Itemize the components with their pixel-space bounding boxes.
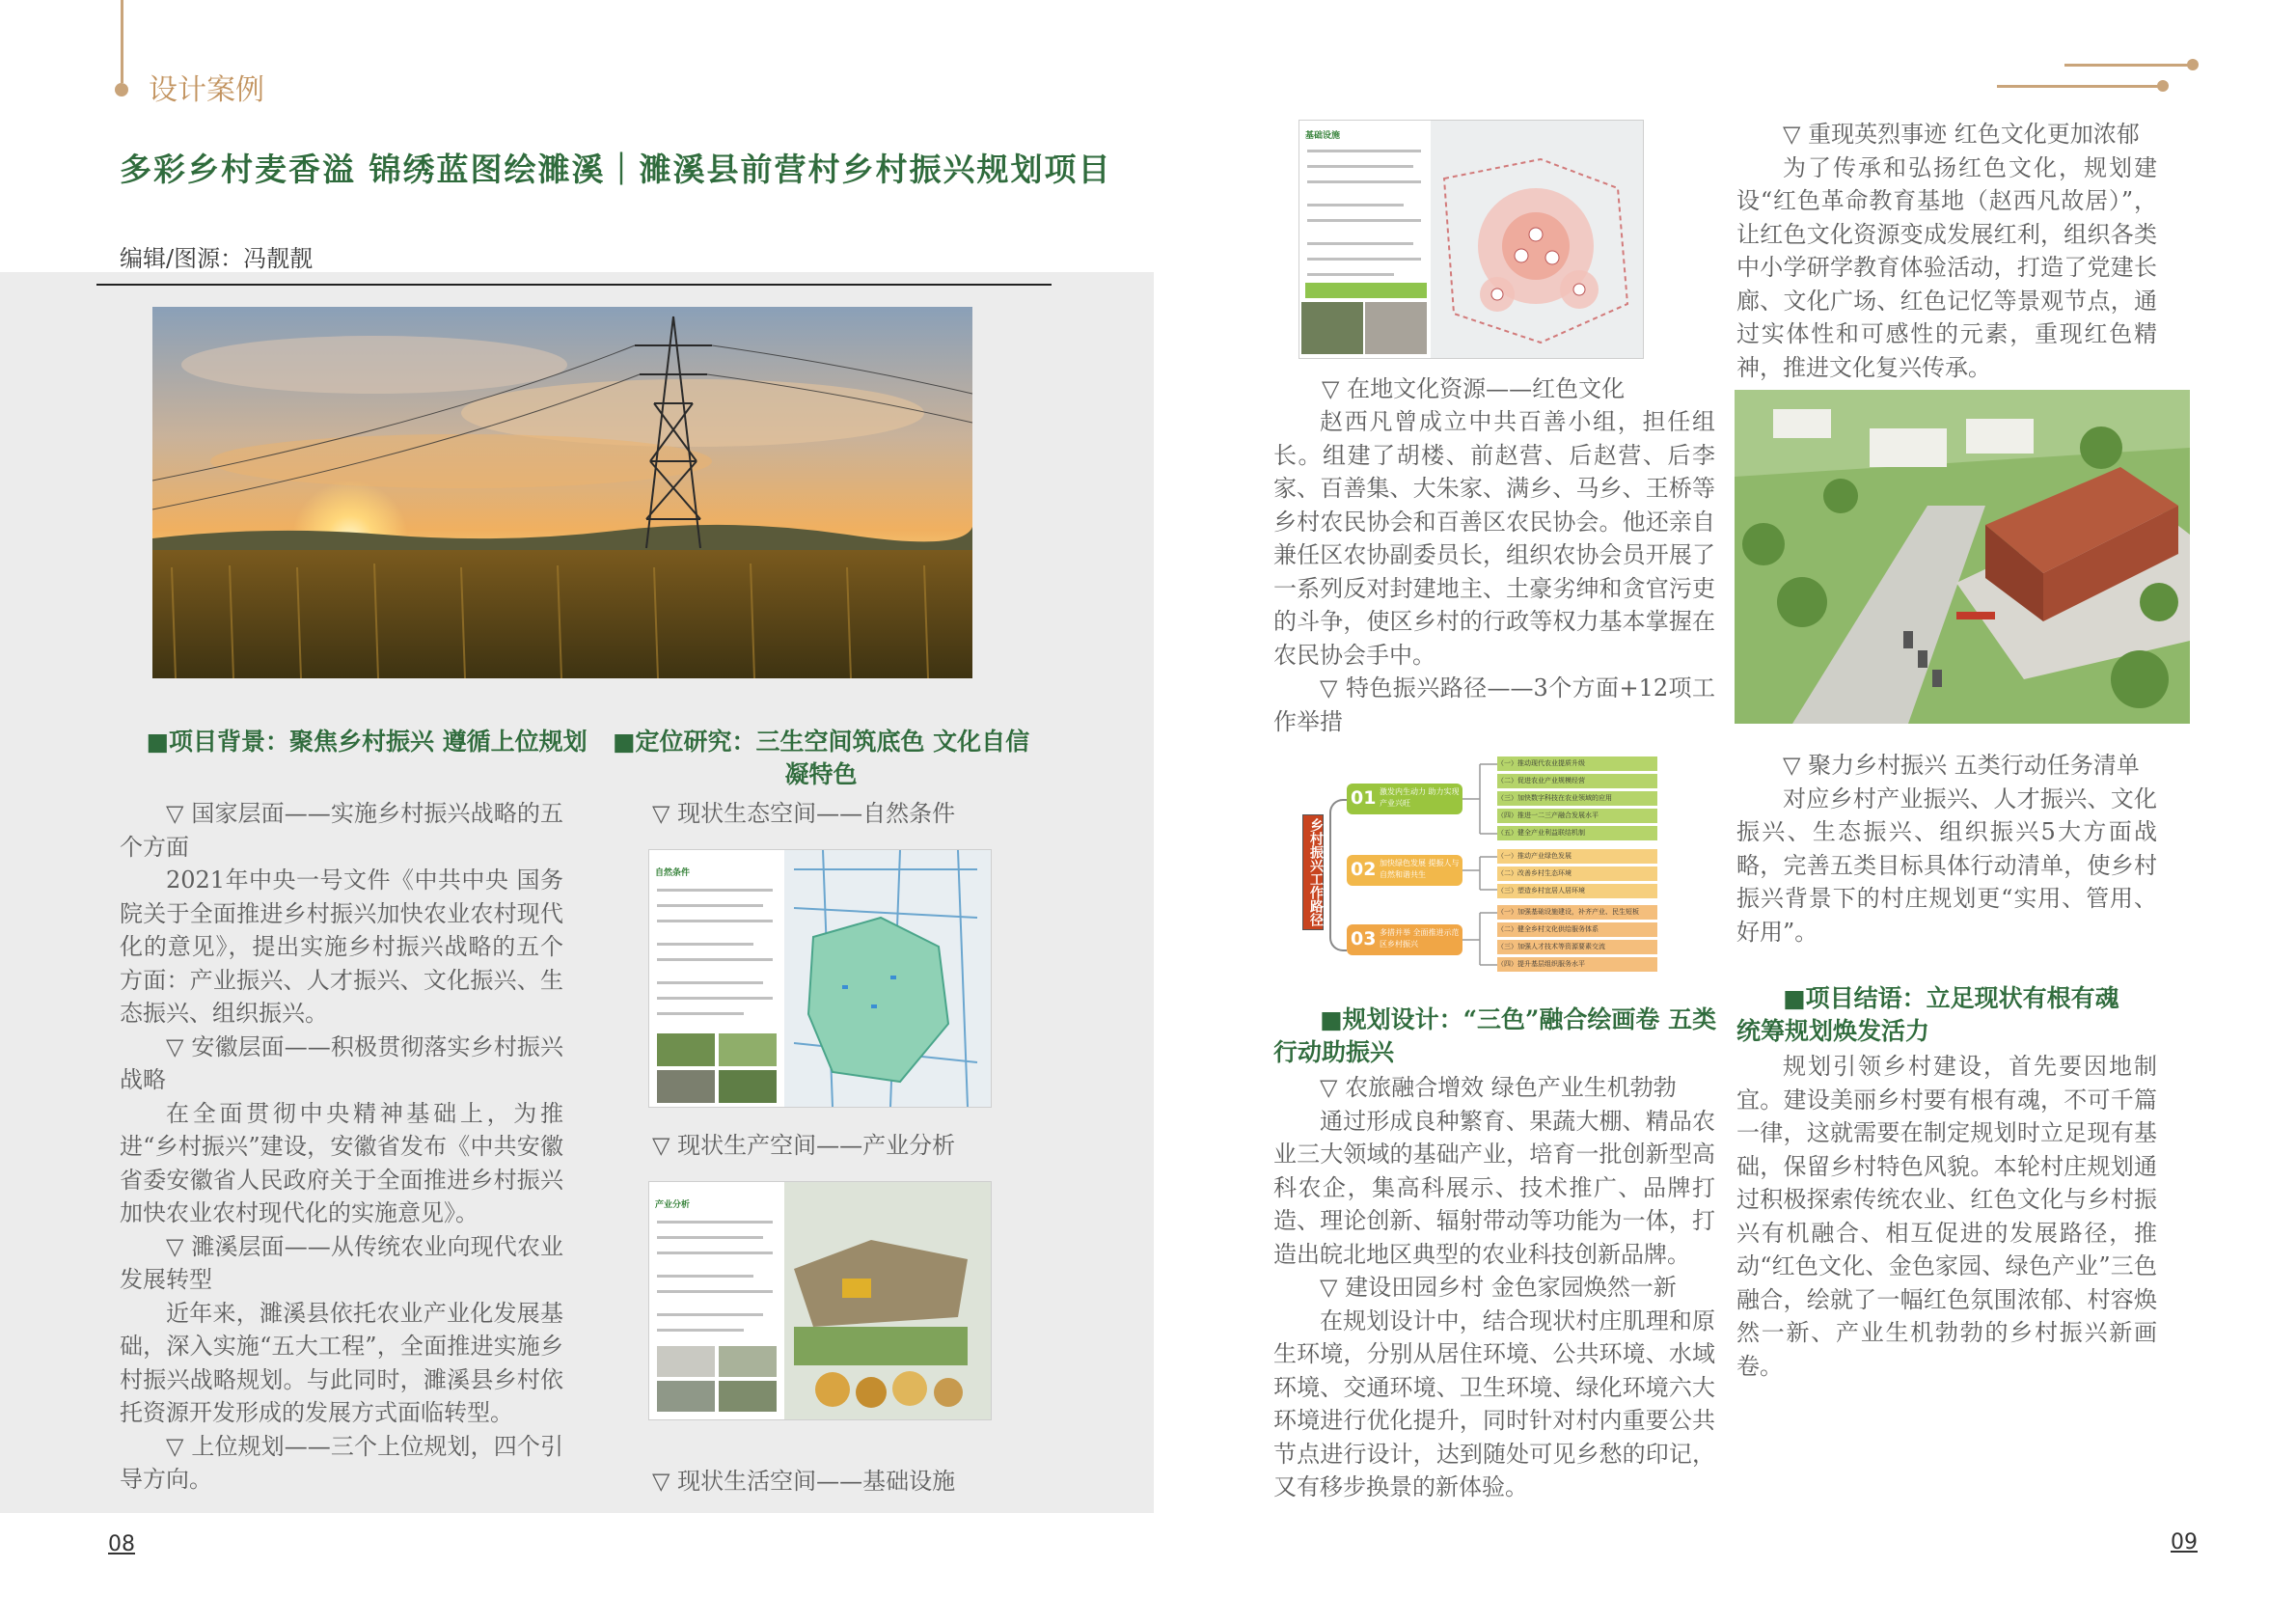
col3-para: 通过形成良种繁育、果蔬大棚、精品农业三大领域的基础产业，培育一批创新型高科农企，集高科展示、技术推广、品牌打造、理论创新、辐射带动等功能为一体，打造出皖北地区典型的农业科技创新品牌。 xyxy=(1273,1107,1715,1268)
group-3-label: 多措并举 全面推进示范区乡村振兴 xyxy=(1380,928,1460,949)
group-1-item: （二）促进农业产业规模经营 xyxy=(1497,774,1657,788)
article-title: 多彩乡村麦香溢 锦绣蓝图绘濉溪｜濉溪县前营村乡村振兴规划项目 xyxy=(120,151,1112,188)
page-number-left: 08 xyxy=(108,1532,135,1556)
col4-conclusion: 规划引领乡村建设，首先要因地制宜。建设美丽乡村要有根有魂，不可千篇一律，这就需要在制定规划时立足现有基础，保留乡村特色风貌。本轮村庄规划通过积极探索传统农业、红色文化与乡村振兴有机融合、相互促进的发展路径，推动“红色文化、金色家园、绿色产业”三色融合，绘就了一幅红色氛围浓郁、村容焕然一新、产业生机勃勃的乡村振兴新画卷。 xyxy=(1736,1053,2157,1380)
col3-body xyxy=(1273,1071,1715,1504)
hero-photo-sunset-field xyxy=(152,307,972,678)
col3-heading-text: ■规划设计：“三色”融合绘画卷 五类行动助振兴 xyxy=(1273,1005,1717,1066)
col4-para: 为了传承和弘扬红色文化，规划建设“红色革命教育基地（赵西凡故居）”，让红色文化资源变成发展红利，组织各类中小学研学教育体验活动，打造了党建长廊、文化广场、红色记忆等景观节点，通过实体性和可感性的元素，重现红色精神，推进文化复兴传承。 xyxy=(1736,153,2157,381)
group-3-item: （三）加强人才技术等资源要素交流 xyxy=(1497,940,1657,954)
right-header-dot-bottom xyxy=(2157,80,2169,92)
group-2-item: （三）塑造乡村宜居人居环境 xyxy=(1497,884,1657,898)
left-col-para: 在全面贯彻中央精神基础上，为推进“乡村振兴”建设，安徽省发布《中共安徽省委安徽省人民政府关于全面推进乡村振兴加快农业农村现代化的实施意见》。 xyxy=(120,1099,563,1226)
diagram-vertical-label-text: 乡村振兴工作路径 xyxy=(1308,818,1324,926)
thumb-infrastructure xyxy=(1298,120,1644,359)
mid-col-heading-text: ■定位研究：三生空间筑底色 文化自信凝特色 xyxy=(612,728,1030,788)
right-header-dot-top xyxy=(2187,59,2199,70)
col3-para: ▽ 建设田园乡村 金色家园焕然一新 xyxy=(1320,1274,1677,1301)
col3-caption-culture: ▽ 在地文化资源——红色文化 xyxy=(1322,375,1626,402)
col4-heading xyxy=(1736,982,2151,1048)
group-1-item: （三）加快数字科技在农业领域的应用 xyxy=(1497,791,1657,806)
col4-mid-body xyxy=(1736,749,2157,949)
thumb-industry-analysis xyxy=(648,1181,992,1420)
left-col-para: ▽ 濉溪层面——从传统农业向现代农业发展转型 xyxy=(120,1232,563,1293)
group-2-number: 02 xyxy=(1351,859,1377,880)
col3-heading xyxy=(1273,1004,1717,1069)
group-3-number: 03 xyxy=(1351,928,1377,949)
group-3-item: （一）加强基础设施建设，补齐产业、民生短板 xyxy=(1497,905,1657,920)
diagram-group-1-items xyxy=(1497,756,1657,843)
left-col-para: ▽ 国家层面——实施乡村振兴战略的五个方面 xyxy=(120,800,563,861)
diagram-connectors xyxy=(1462,755,1497,977)
left-col-para: ▽ 安徽层面——积极贯彻落实乡村振兴战略 xyxy=(120,1032,563,1093)
editor-credit: 编辑/图源：冯靓靓 xyxy=(120,245,314,272)
group-1-number: 01 xyxy=(1351,787,1377,809)
mid-col-heading xyxy=(604,726,1038,791)
col3-para: ▽ 农旅融合增效 绿色产业生机勃勃 xyxy=(1320,1074,1677,1101)
title-divider xyxy=(96,284,1052,286)
diagram-group-2-items xyxy=(1497,849,1657,901)
right-header-rule-bottom xyxy=(1997,85,2161,88)
thumb-industry-analysis-title: 产业分析 xyxy=(655,1200,691,1210)
group-2-label: 加快绿色发展 提振人与自然和谐共生 xyxy=(1380,859,1460,879)
left-col-para: ▽ 上位规划——三个上位规划，四个引导方向。 xyxy=(120,1432,563,1493)
left-col-para: 近年来，濉溪县依托农业产业化发展基础，深入实施“五大工程”，全面推进实施乡村振兴战略规划。与此同时，濉溪县乡村依托资源开发形成的发展方式面临转型。 xyxy=(120,1299,563,1426)
col3-caption-path xyxy=(1273,672,1715,738)
col4-para: 对应乡村产业振兴、人才振兴、文化振兴、生态振兴、组织振兴5大方面战略，完善五类目标具体行动清单，使乡村振兴背景下的村庄规划更“实用、管用、好用”。 xyxy=(1736,784,2157,946)
group-3-item: （四）提升基层组织服务水平 xyxy=(1497,957,1657,972)
group-3-item: （二）健全乡村文化供给服务体系 xyxy=(1497,922,1657,937)
group-1-item: （四）推进一二三产融合发展水平 xyxy=(1497,809,1657,823)
rural-revitalization-path-diagram xyxy=(1300,755,1657,977)
diagram-group-3 xyxy=(1347,924,1462,955)
diagram-bracket xyxy=(1329,799,1347,951)
group-1-item: （一）推动现代农业提质升级 xyxy=(1497,756,1657,771)
left-col-heading-text: ■项目背景：聚焦乡村振兴 遵循上位规划 xyxy=(146,728,588,756)
mid-caption-production: ▽ 现状生产空间——产业分析 xyxy=(652,1132,956,1159)
group-1-label: 激发内生动力 助力实现产业兴旺 xyxy=(1380,787,1460,808)
diagram-group-2 xyxy=(1347,855,1462,886)
section-label: 设计案例 xyxy=(149,73,264,107)
right-header-rule-top xyxy=(2064,64,2192,67)
col3-caption-path-text: ▽ 特色振兴路径——3个方面+12项工作举措 xyxy=(1273,674,1715,735)
rendering-red-education-base xyxy=(1735,390,2190,724)
group-1-item: （五）健全产业利益联结机制 xyxy=(1497,826,1657,840)
mid-caption-living: ▽ 现状生活空间——基础设施 xyxy=(652,1468,956,1495)
col4-para: ▽ 重现英烈事迹 红色文化更加浓郁 xyxy=(1783,121,2140,148)
thumb-infrastructure-title: 基础设施 xyxy=(1305,131,1341,141)
col4-heading-text: ■项目结语：立足现状有根有魂 统筹规划焕发活力 xyxy=(1736,984,2119,1045)
left-col-para: 2021年中央一号文件《中共中央 国务院关于全面推进乡村振兴加快农业农村现代化的意见》，提出实施乡村振兴战略的五个方面：产业振兴、人才振兴、文化振兴、生态振兴、组织振兴。 xyxy=(120,867,563,1027)
col4-top-body xyxy=(1736,118,2157,384)
header-dot xyxy=(115,83,128,96)
col4-para: ▽ 聚力乡村振兴 五类行动任务清单 xyxy=(1783,752,2140,779)
header-vertical-rule xyxy=(121,0,123,83)
col3-para: 在规划设计中，结合现状村庄肌理和原生环境，分别从居住环境、公共环境、水域环境、交通环境、卫生环境、绿化环境六大环境进行优化提升，同时针对村内重要公共节点进行设计，达到随处可见乡愁的印记，又有移步换景的新体验。 xyxy=(1273,1307,1715,1500)
page-number-right: 09 xyxy=(2171,1530,2198,1554)
group-2-item: （二）改善乡村生态环境 xyxy=(1497,867,1657,881)
thumb-natural-conditions xyxy=(648,849,992,1108)
diagram-vertical-label xyxy=(1302,814,1324,930)
left-col-body xyxy=(120,797,563,1497)
group-2-item: （一）推动产业绿色发展 xyxy=(1497,849,1657,864)
col3-para-culture: 赵西凡曾成立中共百善小组，担任组长。组建了胡楼、前赵营、后赵营、后李家、百善集、大朱家、满乡、马乡、王桥等乡村农民协会和百善区农民协会。他还亲自兼任区农协副委员长，组织农协会员开展了一系列反对封建地主、土豪劣绅和贪官污吏的斗争，使区乡村的行政等权力基本掌握在农民协会手中。 xyxy=(1273,408,1715,669)
left-col-heading xyxy=(145,726,588,758)
diagram-group-1 xyxy=(1347,784,1462,814)
diagram-group-3-items xyxy=(1497,905,1657,975)
mid-caption-ecology: ▽ 现状生态空间——自然条件 xyxy=(652,800,956,827)
thumb-natural-conditions-title: 自然条件 xyxy=(655,868,691,878)
